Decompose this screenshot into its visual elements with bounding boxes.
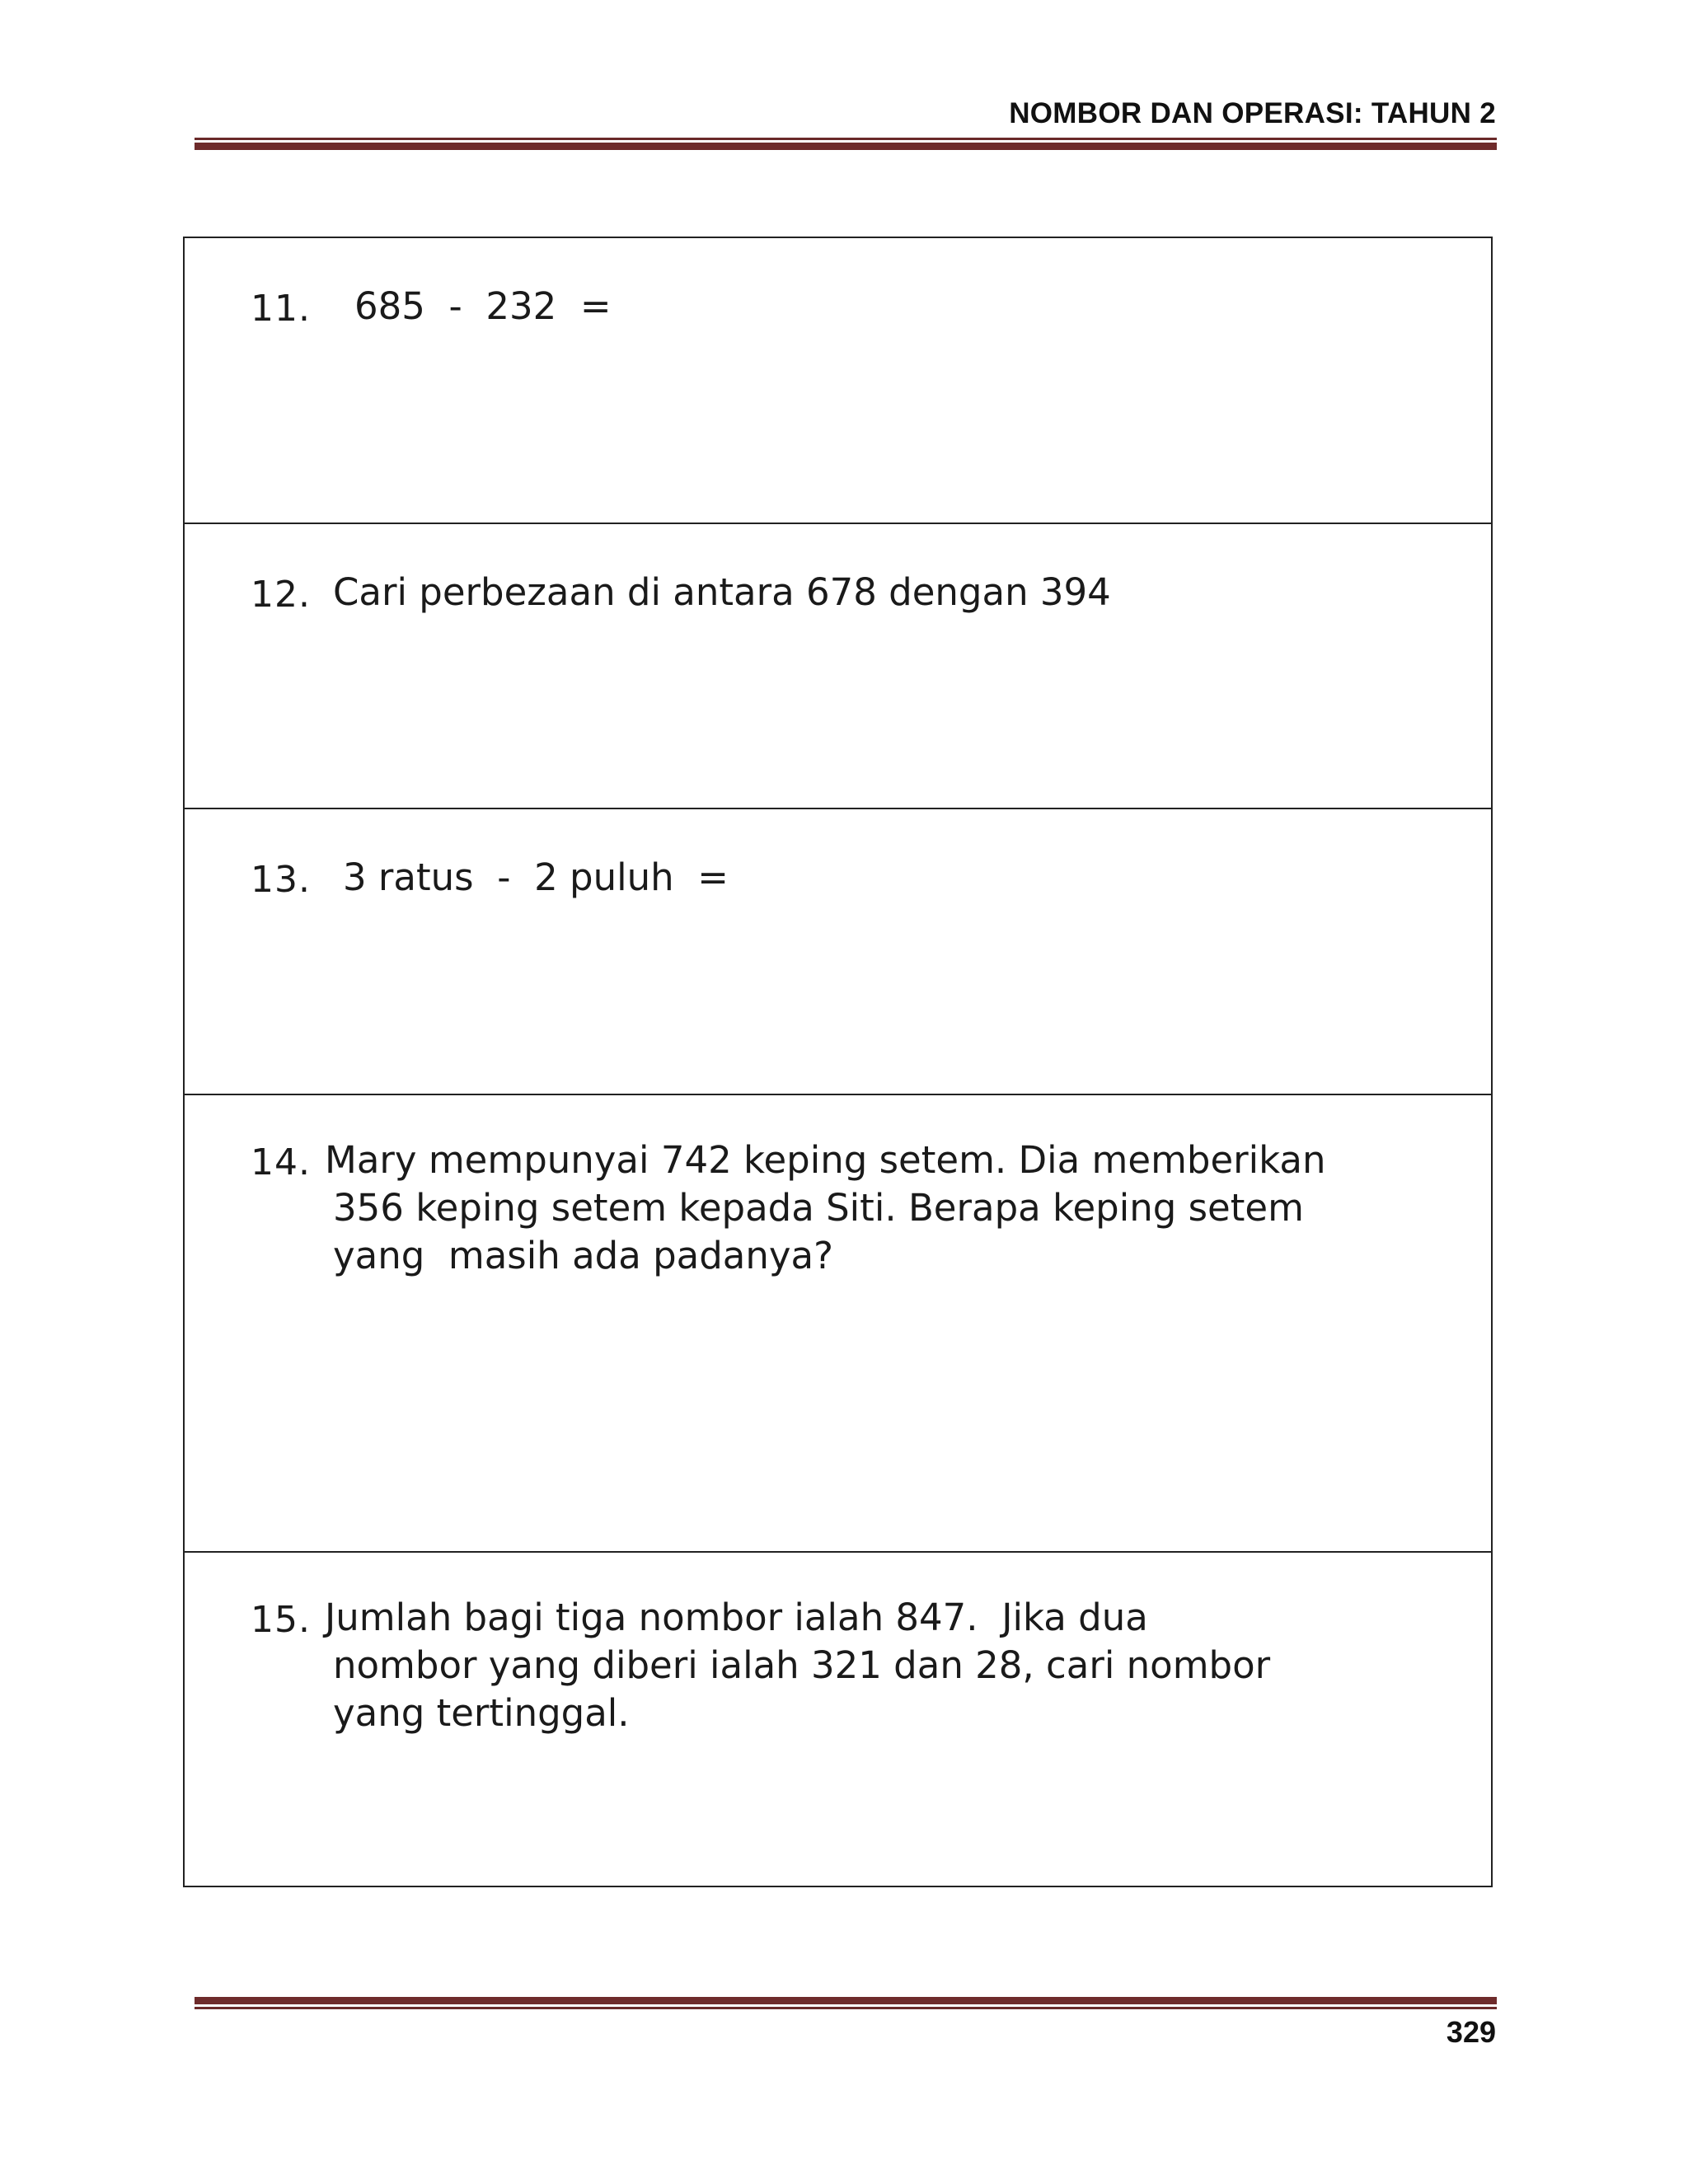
question-line: 685 - 232 = [354, 284, 612, 328]
question-line: yang masih ada padanya? [333, 1234, 833, 1277]
page-header-title: NOMBOR DAN OPERASI: TAHUN 2 [1009, 97, 1496, 129]
question-line: nombor yang diberi ialah 321 dan 28, cari nombor [333, 1643, 1271, 1687]
question-text [325, 1137, 1326, 1280]
question-text [325, 1594, 1270, 1737]
question-line: 356 keping setem kepada Siti. Berapa keping setem [333, 1186, 1304, 1230]
page-number: 329 [1446, 2015, 1496, 2049]
question-text [333, 569, 1111, 616]
question-line: Cari perbezaan di antara 678 dengan 394 [333, 570, 1111, 614]
question-number: 14. [251, 1141, 311, 1183]
question-cell-15[interactable] [185, 1553, 1491, 1886]
question-text [343, 854, 729, 902]
question-line: Mary mempunyai 742 keping setem. Dia memberikan [325, 1138, 1326, 1182]
question-number: 13. [251, 859, 311, 901]
question-line: Jumlah bagi tiga nombor ialah 847. Jika dua [325, 1596, 1148, 1639]
header-divider [195, 138, 1497, 150]
question-cell-12[interactable] [185, 524, 1491, 809]
question-table [183, 237, 1493, 1887]
footer-divider [195, 1997, 1497, 2009]
question-cell-14[interactable] [185, 1095, 1491, 1553]
question-cell-11[interactable] [185, 238, 1491, 524]
question-line: 3 ratus - 2 puluh = [343, 855, 729, 899]
question-cell-13[interactable] [185, 809, 1491, 1095]
question-number: 15. [251, 1599, 311, 1641]
question-number: 11. [251, 288, 311, 330]
question-line: yang tertinggal. [333, 1691, 630, 1735]
question-number: 12. [251, 574, 311, 616]
question-text [354, 283, 612, 330]
